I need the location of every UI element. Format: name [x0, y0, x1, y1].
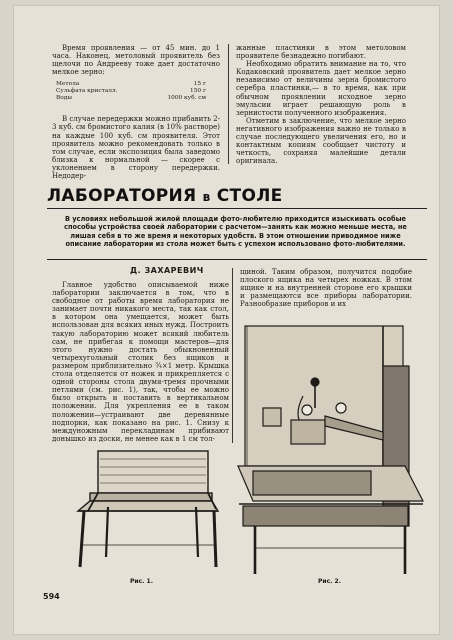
title-rule	[47, 208, 427, 209]
figure-2-drawing	[233, 316, 433, 578]
figure-2-caption: Рис. 2.	[318, 578, 341, 585]
recipe-row: Воды 1000 куб. см	[56, 95, 206, 102]
page-number: 594	[43, 592, 60, 601]
paragraph: Необходимо обратить внимание на то, что Кодаковский проявитель дает мелкое зерно независимо от величины зерна бромистого серебра пластинки,— в то время, как при обычном проявлении исходное зерно эмульсии играет решающую роль в зернистости полученного изображения.	[236, 60, 406, 117]
paragraph: Главное удобство описываемой ниже лаборатории заключается в том, что в свободное от работы время лаборатория не занимает почти никакого места, так как стол, в котором она умещается, может быть использован для всяких иных нужд. Построить такую лабораторию может всякий любитель сам, не прибегая к помощи мастеров—для этого нужно достать обыкновенный четырехугольный столик без ящиков и размером приблизительно ¾×1 метр. Крышка стола отделяется от ножек и прикрепляется с одной стороны стола двумя-тремя прочными петлями (см. рис. 1), так, чтобы ее можно было открыть и поставить в вертикальном положении. Для укрепления ее в таком положении—устраивают две деревянные подпорки, как показано на рис. 1. Снизу к междуножным перекладинам прибивают донышко из доски, не менее как в 1 см тол-	[52, 281, 229, 443]
body-left-column	[52, 281, 229, 443]
recipe-row: Сульфата кристалл. 150 г	[56, 88, 206, 95]
author-name: Д. ЗАХАРЕВИЧ	[130, 266, 204, 275]
paragraph: жанные пластинки в этом метоловом проявителе безнадежно погибают.	[236, 44, 406, 61]
article-lead: В условиях небольшой жилой площади фото-любителю приходится изыскивать особые способы устройства своей лаборатории с расчетом—занять как можно меньше места, не лишая себя в то же время и некоторых удобств. В этом отношении приводимое ниже описание лаборатории из стола может быть с успехом использовано фото-любителями.	[64, 215, 407, 249]
lead-rule	[47, 259, 427, 260]
figure-1-drawing	[70, 445, 230, 575]
top-left-column	[52, 44, 220, 180]
recipe-row: Метола 15 г	[56, 81, 206, 88]
body-right-column	[240, 268, 412, 308]
paragraph: Отметим в заключение, что мелкое зерно негативного изображения важно не только в случае последующего увеличения его, но и контактным копиям сообщает чистоту и четкость, сохраняя малейшие детали оригинала.	[236, 116, 406, 166]
article-title: ЛАБОРАТОРИЯ в СТОЛЕ	[47, 186, 283, 206]
top-right-column	[236, 44, 406, 165]
developer-recipe	[56, 81, 220, 102]
paragraph: щиной. Таким образом, получится подобие плоского ящика на четырех ножках. В этом ящике и на внутренней стороне его крышки и размещаются все приборы лаборатории. Разнообразие приборов и их	[240, 268, 412, 309]
paragraph: Время проявления — от 45 мин. до 1 часа. Наконец, метоловый проявитель без щелочи по Андрееву тоже дает достаточно мелкое зерно:	[52, 44, 220, 77]
paragraph: В случае передержки можно прибавить 2-3 куб. см бромистого калия (в 10% растворе) на каждые 100 куб. см проявителя. Этот проявитель можно рекомендовать только в том случае, если экспозиция была заведомо близка к нормальной — скорее с уклонением в сторону передержки. Недодер-	[52, 115, 220, 181]
column-divider	[228, 44, 229, 164]
figure-1-caption: Рис. 1.	[130, 578, 153, 585]
